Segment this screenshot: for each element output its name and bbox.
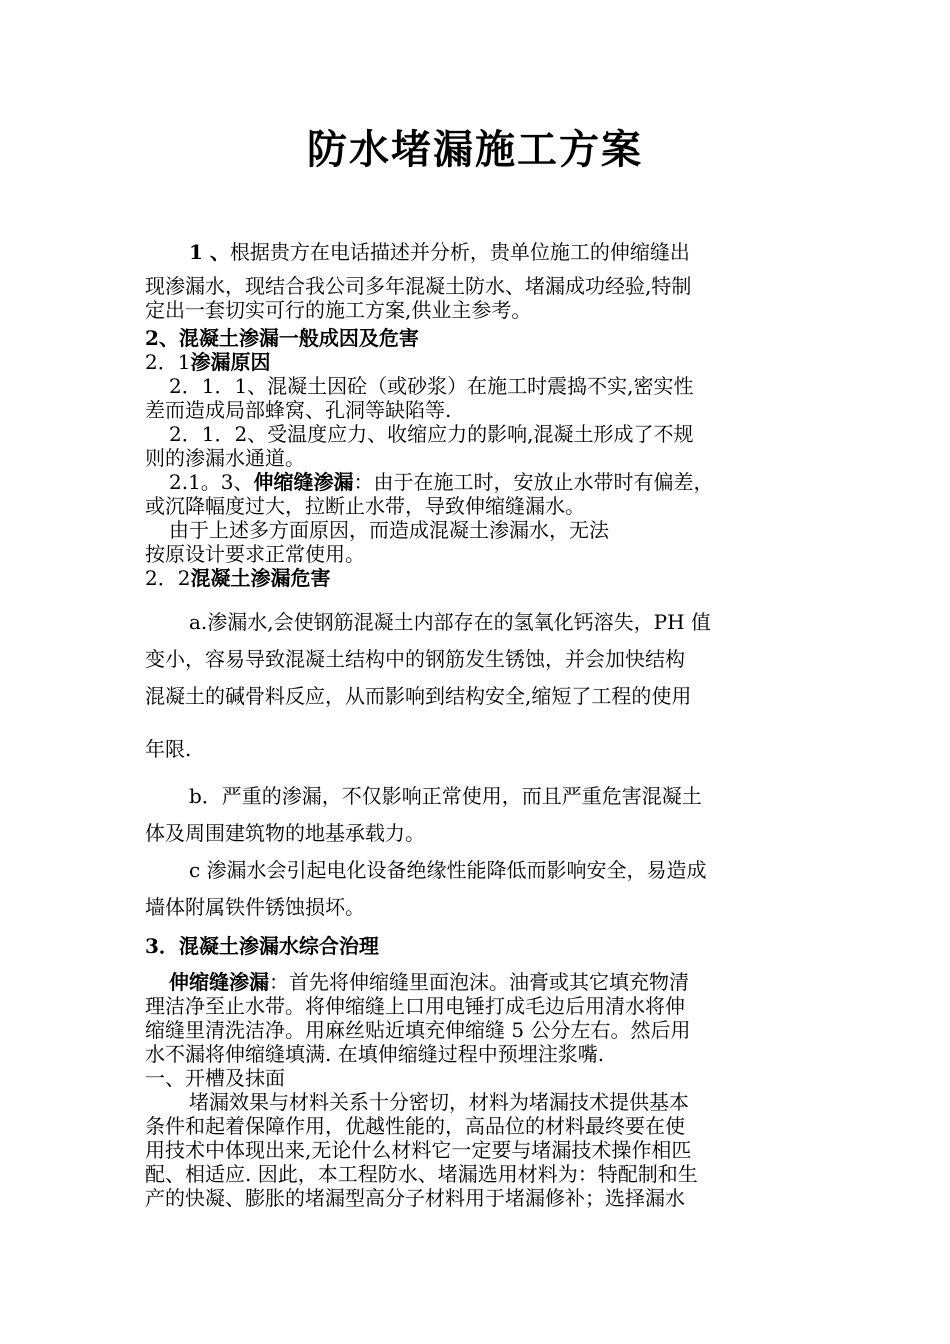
subsection-2-1-number: 2．1: [145, 350, 191, 374]
section-3-p2-line-1: 堵漏效果与材料关系十分密切，材料为堵漏技术提供基本: [189, 1090, 689, 1114]
summary-line-1: 由于上述多方面原因，而造成混凝土渗漏水，无法: [169, 518, 609, 542]
section-3-heading: 3．混凝土渗漏水综合治理: [145, 934, 379, 958]
section-3-p2-line-5: 产的快凝、膨胀的堵漏型高分子材料用于堵漏修补；选择漏水: [145, 1186, 685, 1210]
intro-lead: 1 、: [189, 240, 230, 264]
cause-2-line-1: 2．1．2、受温度应力、收缩应力的影响,混凝土形成了不规: [169, 422, 694, 446]
intro-line-2: 现渗漏水，现结合我公司多年混凝土防水、堵漏成功经验,特制: [145, 274, 692, 298]
section-3-p1-line-1: ：首先将伸缩缝里面泡沫。油膏或其它填充物清: [269, 970, 689, 994]
section-3-paragraph-1: [145, 970, 810, 1210]
hazard-b: [145, 778, 810, 852]
hazard-a-line-3: 混凝土的碱骨料反应，从而影响到结构安全,缩短了工程的使用: [145, 684, 692, 708]
section-2-heading: 2、混凝土渗漏一般成因及危害: [145, 326, 419, 350]
hazard-c: [145, 852, 810, 926]
cause-1-line-2: 差而造成局部蜂窝、孔洞等缺陷等.: [145, 398, 452, 422]
hazard-a-line-4: 年限.: [145, 737, 192, 761]
cause-3-line-2: 或沉降幅度过大，拉断止水带，导致伸缩缝漏水。: [145, 494, 585, 518]
subsection-2-2-number: 2．2: [145, 566, 191, 590]
intro-paragraph: [145, 238, 810, 322]
hazard-a-line-2: 变小，容易导致混凝土结构中的钢筋发生锈蚀，并会加快结构: [145, 647, 685, 671]
section-3-p2-line-4: 配、相适应. 因此，本工程防水、堵漏选用材料为：特配制和生: [145, 1162, 698, 1186]
hazard-a: [145, 604, 810, 768]
summary-line-2: 按原设计要求正常使用。: [145, 542, 365, 566]
section-2-causes: [145, 326, 810, 590]
subsection-2-1-title: 渗漏原因: [190, 350, 271, 374]
cause-3-text: ：由于在施工时，安放止水带时有偏差，: [353, 470, 714, 494]
section-3-p2-line-2: 条件和起着保障作用，优越性能的，高品位的材料最终要在使: [145, 1114, 685, 1138]
subsection-2-2-title: 混凝土渗漏危害: [190, 566, 331, 590]
section-3-p1-line-4: 水不漏将伸缩缝填满. 在填伸缩缝过程中预埋注浆嘴.: [145, 1042, 605, 1066]
intro-line-3: 定出一套切实可行的施工方案,供业主参考。: [145, 298, 532, 322]
hazard-b-line-1: b．严重的渗漏，不仅影响正常使用，而且严重危害混凝土: [189, 784, 702, 808]
section-3-p1-line-3: 缩缝里清洗洁净。用麻丝贴近填充伸缩缝 5 公分左右。然后用: [145, 1018, 691, 1042]
cause-1-line-1: 2．1．1、混凝土因砼（或砂浆）在施工时震捣不实,密实性: [169, 374, 694, 398]
expansion-joint-label: 伸缩缝渗漏: [169, 970, 269, 994]
hazard-a-line-1: a.渗漏水,会使钢筋混凝土内部存在的氢氧化钙溶失，PH 值: [189, 610, 711, 634]
subsection-grooving-heading: 一、开槽及抹面: [145, 1066, 285, 1090]
document-title: 防水堵漏施工方案: [307, 126, 643, 173]
cause-2-line-2: 则的渗漏水通道。: [145, 446, 305, 470]
cause-3-number: 2.1。3、: [169, 470, 254, 494]
section-3-p2-line-3: 用技术中体现出来,无论什么材料它一定要与堵漏技术操作相匹: [145, 1138, 692, 1162]
cause-3-label: 伸缩缝渗漏: [253, 470, 354, 494]
intro-line-1: 根据贵方在电话描述并分析，贵单位施工的伸缩缝出: [229, 240, 690, 264]
hazard-b-line-2: 体及周围建筑物的地基承载力。: [145, 821, 425, 845]
section-3-p1-line-2: 理洁净至止水带。将伸缩缝上口用电锤打成毛边后用清水将伸: [145, 994, 685, 1018]
section-3: [145, 928, 810, 964]
hazard-c-line-2: 墙体附属铁件锈蚀损坏。: [145, 895, 365, 919]
hazard-c-line-1: c 渗漏水会引起电化设备绝缘性能降低而影响安全，易造成: [189, 858, 707, 882]
